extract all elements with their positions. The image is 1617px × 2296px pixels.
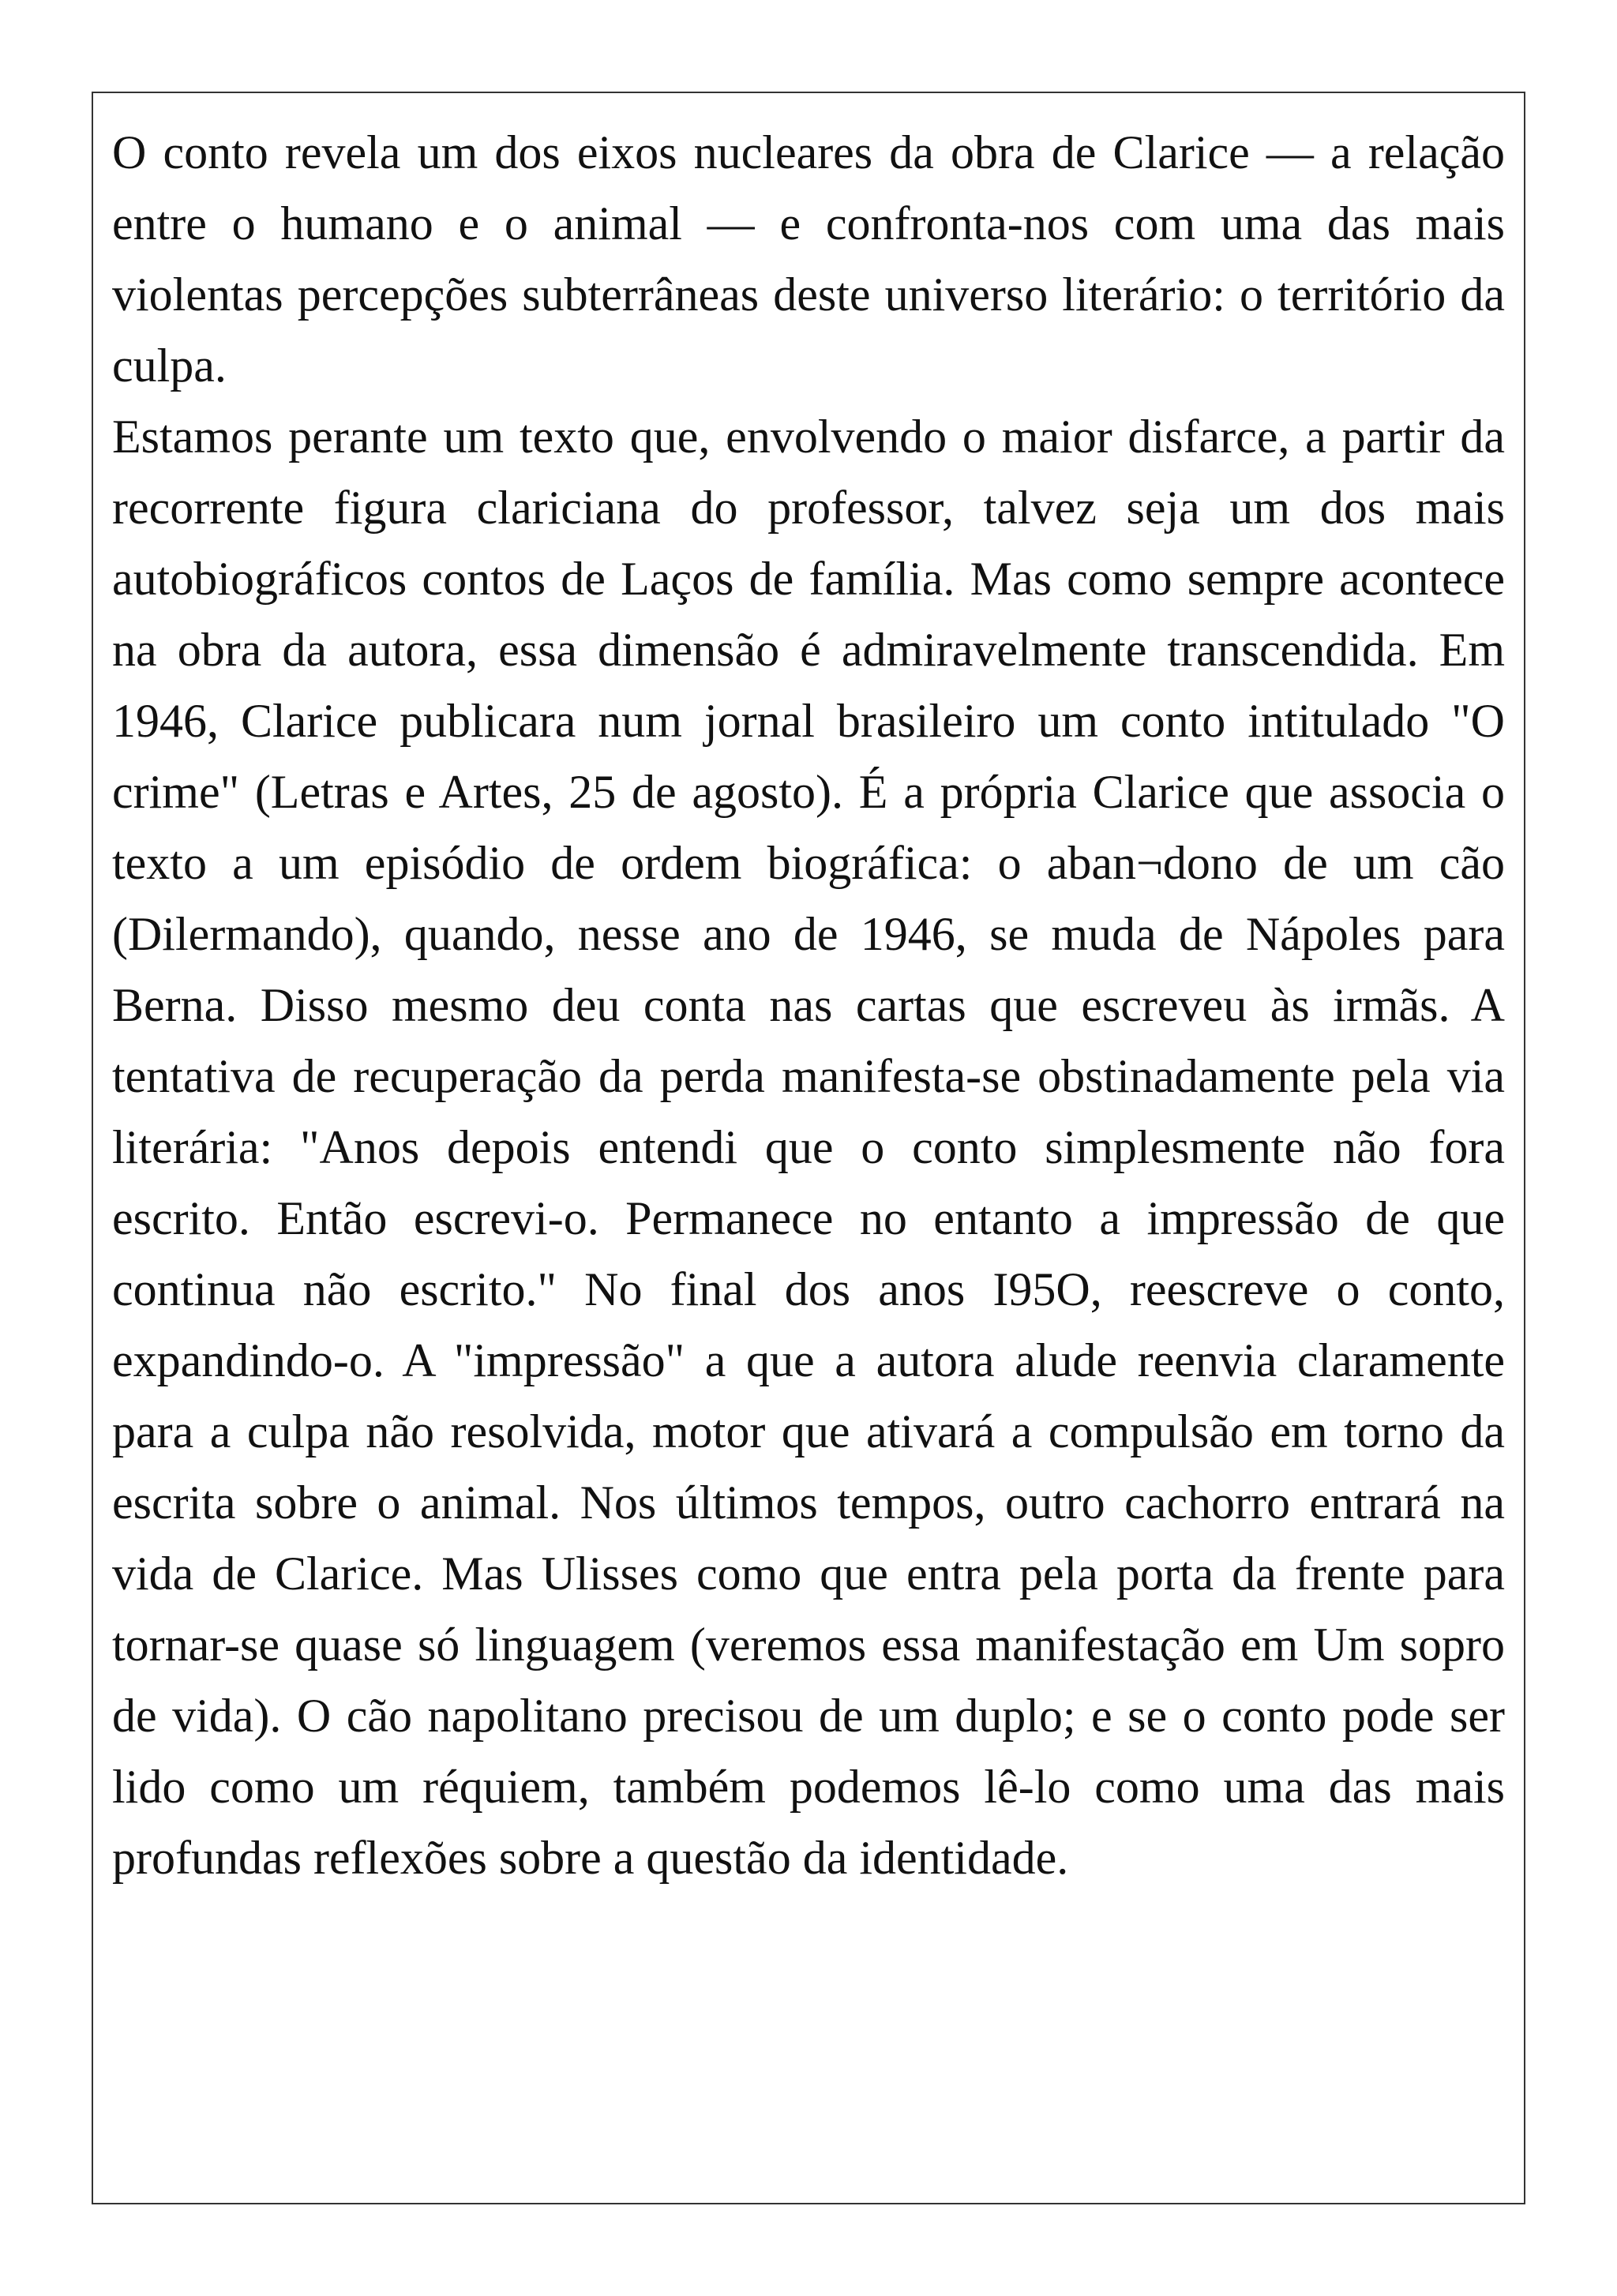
- paragraph-2: Estamos perante um texto que, envolvendo o maior disfarce, a partir da recorrente figura clariciana do professor, talvez seja um dos mais autobiográficos contos de Laços de família. Mas como sempre acontece na obra da autora, essa dimensão é admiravelmente transcendida. Em 1946, Clarice publicara num jornal brasileiro um conto intitulado "O crime" (Letras e Artes, 25 de agosto). É a própria Clarice que associa o texto a um episódio de ordem biográfica: o aban¬dono de um cão (Dilermando), quando, nesse ano de 1946, se muda de Nápoles para Berna. Disso mesmo deu conta nas cartas que escreveu às irmãs. A tentativa de recuperação da perda manifesta-se obstinadamente pela via literária: "Anos depois entendi que o conto simplesmente não fora escrito. Então escrevi-o. Permanece no entanto a impressão de que continua não escrito." No final dos anos I95O, reescreve o conto, expandindo-o. A "impressão" a que a autora alude reenvia claramente para a culpa não resolvida, motor que ativará a compulsão em torno da escrita sobre o animal. Nos últimos tempos, outro cachorro entrará na vida de Clarice. Mas Ulisses como que entra pela porta da frente para tornar-se quase só linguagem (veremos essa manifestação em Um sopro de vida). O cão napolitano precisou de um duplo; e se o conto pode ser lido como um réquiem, também podemos lê-lo como uma das mais profundas reflexões sobre a questão da identidade.: [112, 411, 1505, 1884]
- text-frame: [92, 92, 1525, 2204]
- paragraph-1: O conto revela um dos eixos nucleares da obra de Clarice — a relação entre o humano e o animal — e confronta-nos com uma das mais violentas percepções subterrâneas deste universo literário: o território da culpa.: [112, 126, 1505, 392]
